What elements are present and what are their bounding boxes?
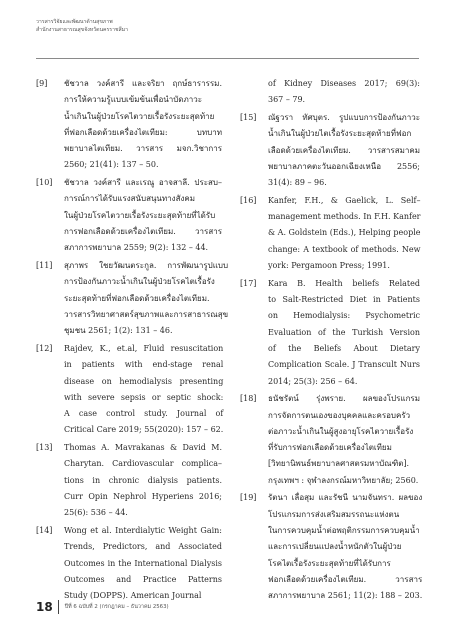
reference-item (36, 523, 222, 604)
reference-text (64, 523, 222, 604)
reference-line: change: A textbook of methods. New (268, 244, 421, 254)
issue-info: ปีที่ 6 ฉบับที่ 2 (กรกฎาคม – ธันวาคม 2563) (64, 604, 169, 610)
reference-text (268, 276, 420, 390)
reference-line: Charytan. Cardiovascular complica– (64, 459, 222, 469)
reference-line: โรคไตเรื้อรังระยะสุดท้ายที่ได้รับการ (268, 558, 391, 568)
reference-continuation (240, 76, 420, 109)
reference-line: การจัดการตนเองของบุคคลและครอบครัว (268, 410, 411, 420)
reference-line: tions in chronic dialysis patients. (64, 475, 222, 485)
reference-line: กรุงเทพฯ : จุฬาลงกรณ์มหาวิทยาลัย; 2560. (268, 475, 419, 485)
reference-line: in patients with end-stage renal (64, 360, 224, 370)
reference-line: Kara B. Health beliefs Related (268, 278, 420, 288)
reference-line: ระยะสุดท้ายที่ฟอกเลือดด้วยเครื่องไตเทียม. (64, 293, 210, 303)
reference-line: การณ์การได้รับแรงสนับสนุนทางสังคม (64, 194, 195, 204)
reference-number: [17] (240, 278, 257, 288)
reference-line: ชุมชน 2561; 1(2): 131 – 46. (64, 326, 173, 336)
reference-item (240, 276, 420, 390)
reference-line: A case control study. Journal of (64, 409, 224, 419)
reference-number: [13] (36, 443, 53, 453)
reference-number: [18] (240, 394, 257, 404)
reference-line: 2014; 25(3): 256 – 64. (268, 376, 358, 386)
reference-text (64, 258, 228, 339)
reference-line: สุภาพร ใชยวัฒนตระกูล. การพัฒนารูปแบบ (64, 261, 229, 271)
reference-line: ณัฐวรา ทัศบุตร. รูปแบบการป้องกันภาวะ (268, 112, 420, 122)
reference-line: & A. Goldstein (Eds.), Helping people (268, 228, 421, 238)
reference-line: พยาบาลภาคตะวันออกเฉียงเหนือ 2556; (268, 161, 420, 171)
reference-line: Outcomes and Practice Patterns (64, 574, 222, 584)
references-right-column (240, 76, 423, 606)
reference-line: ชัชวาล วงค์สารี และจริยา ฤกษ์ธารารรม. (64, 79, 222, 88)
reference-line: ที่ฟอกเลือดด้วยเครื่องไตเทียม: บทบาท (64, 127, 222, 137)
reference-line: ธนัชรัตน์ รุ่งพราย. ผลของโปรแกรม (268, 394, 420, 404)
reference-item (36, 341, 222, 439)
reference-number: [12] (36, 343, 53, 353)
reference-line: เลือดด้วยเครื่องไตเทียม. วารสารสมาคม (268, 145, 420, 155)
reference-item (240, 490, 423, 604)
reference-item (240, 391, 420, 489)
reference-text (268, 76, 420, 109)
reference-item (240, 110, 420, 191)
references-left-column (36, 76, 229, 606)
page-number: 18 (36, 600, 53, 614)
reference-line: ฟอกเลือดด้วยเครื่องไตเทียม. วารสาร (268, 574, 423, 584)
reference-line: Thomas A. Mavrakanas & David M. (64, 443, 222, 453)
reference-line: พยาบาลไตเทียม. วารสาร มจก.วิชาการ (64, 144, 222, 154)
reference-item (36, 175, 222, 256)
page-footer (36, 600, 169, 614)
reference-line: 31(4): 89 – 96. (268, 178, 327, 188)
reference-line: ชัชวาล วงค์สารี และเรณู อาจสาลี. ประสบ– (64, 178, 222, 188)
reference-line: on Hemodialysis: Psychometric (268, 311, 420, 321)
reference-line: 367 – 79. (268, 95, 306, 105)
header-divider (36, 58, 419, 59)
reference-item (36, 76, 222, 174)
reference-line: Kanfer, F.H., & Gaelick, L. Self– (268, 195, 421, 205)
reference-text (64, 76, 222, 174)
journal-header (36, 18, 128, 34)
reference-line: Rajdev, K., et.al, Fluid resuscitation (64, 343, 224, 353)
reference-text (64, 440, 222, 521)
reference-number: [16] (240, 195, 257, 205)
reference-line: ในผู้ป่วยโรคไตวายเรื้อรังระยะสุดท้ายที่ได้รับ (64, 210, 216, 220)
reference-number: [11] (36, 261, 53, 271)
reference-line: with severe sepsis or septic shock: (64, 392, 224, 402)
reference-line: Trends, Predictors, and Associated (64, 542, 222, 552)
reference-text (268, 193, 421, 274)
reference-line: การให้ความรู้แบบเข้มข้นเพื่อนำบัดภาวะ (64, 95, 203, 105)
reference-line: to Salt-Restricted Diet in Patients (268, 295, 420, 305)
reference-line: [วิทยานิพนธ์พยาบาลศาสตรมหาบัณฑิต]. (268, 459, 410, 469)
reference-line: การฟอกเลือดด้วยเครื่องไตเทียม. วารสาร (64, 227, 222, 237)
reference-line: Outcomes in the International Dialysis (64, 558, 222, 568)
reference-text (268, 110, 420, 191)
reference-line: การป้องกันภาวะน้ำเกินในผู้ป่วยโรคไตเรื้อรัง (64, 277, 215, 287)
reference-item (240, 193, 420, 274)
reference-line: Curr Opin Nephrol Hyperiens 2016; (64, 491, 222, 501)
reference-line: 2560; 21(41): 137 – 50. (64, 160, 159, 170)
reference-line: น้ำเกินในผู้ป่วยโรคไตวายเรื้อรังระยะสุดท้าย (64, 111, 215, 121)
reference-item (36, 258, 229, 339)
reference-number: [15] (240, 112, 257, 122)
reference-line: วารสารวิทยาศาสตร์สุขภาพและการสาธารณสุข (64, 309, 229, 319)
reference-line: york: Pergamoon Press; 1991. (268, 261, 390, 271)
reference-line: Critical Care 2019; 55(2020): 157 – 62. (64, 425, 224, 435)
reference-line: Evaluation of the Turkish Version (268, 327, 420, 337)
reference-line: of Kidney Diseases 2017; 69(3): (268, 79, 420, 88)
reference-number: [10] (36, 178, 53, 188)
reference-text (64, 341, 223, 439)
reference-text (268, 490, 422, 604)
reference-line: Complication Scale. J Transcult Nurs (268, 360, 420, 370)
reference-text (268, 391, 420, 489)
reference-line: ที่รับการฟอกเลือดด้วยเครื่องไตเทียม (268, 443, 392, 453)
reference-text (64, 175, 222, 256)
reference-line: disease on hemodialysis presenting (64, 376, 224, 386)
reference-number: [14] (36, 525, 53, 535)
journal-publisher: สำนักงานสาธารณสุขจังหวัดนครราชสีมา (36, 27, 129, 33)
reference-line: of the Beliefs About Dietary (268, 343, 420, 353)
reference-line: โปรแกรมการส่งเสริมสมรรถนะแห่งตน (268, 509, 400, 519)
reference-line: น้ำเกินในผู้ป่วยไตเรื้อรังระยะสุดท้ายที่ฟอก (268, 129, 412, 139)
reference-line: 25(6): 536 – 44. (64, 508, 128, 518)
reference-line: สภาการพยาบาล 2559; 9(2): 132 – 44. (64, 243, 209, 253)
reference-number: [19] (240, 493, 257, 503)
reference-line: ในการควบคุมน้ำต่อพฤติกรรมการควบคุมน้ำ (268, 525, 420, 535)
journal-title: วารสารวิจัยและพัฒนาด้านสุขภาพ (36, 19, 113, 25)
reference-line: รัตนา เลื่อสุม และรัชนี นามจันทรา. ผลของ (268, 493, 423, 503)
reference-line: Study (DOPPS). American Journal (64, 591, 202, 601)
reference-line: ต่อภาวะน้ำเกินในผู้สูงอายุโรคไตวายเรื้อรัง (268, 426, 414, 436)
footer-divider (58, 600, 59, 614)
reference-number: [9] (36, 79, 48, 88)
reference-line: Wong et al. Interdialytic Weight Gain: (64, 525, 222, 535)
reference-line: สภาการพยาบาล 2561; 11(2): 188 – 203. (268, 591, 423, 601)
reference-line: management methods. In F.H. Kanfer (268, 212, 421, 222)
reference-line: และการเปลี่ยนแปลงน้ำหนักตัวในผู้ป่วย (268, 542, 402, 552)
reference-item (36, 440, 222, 521)
